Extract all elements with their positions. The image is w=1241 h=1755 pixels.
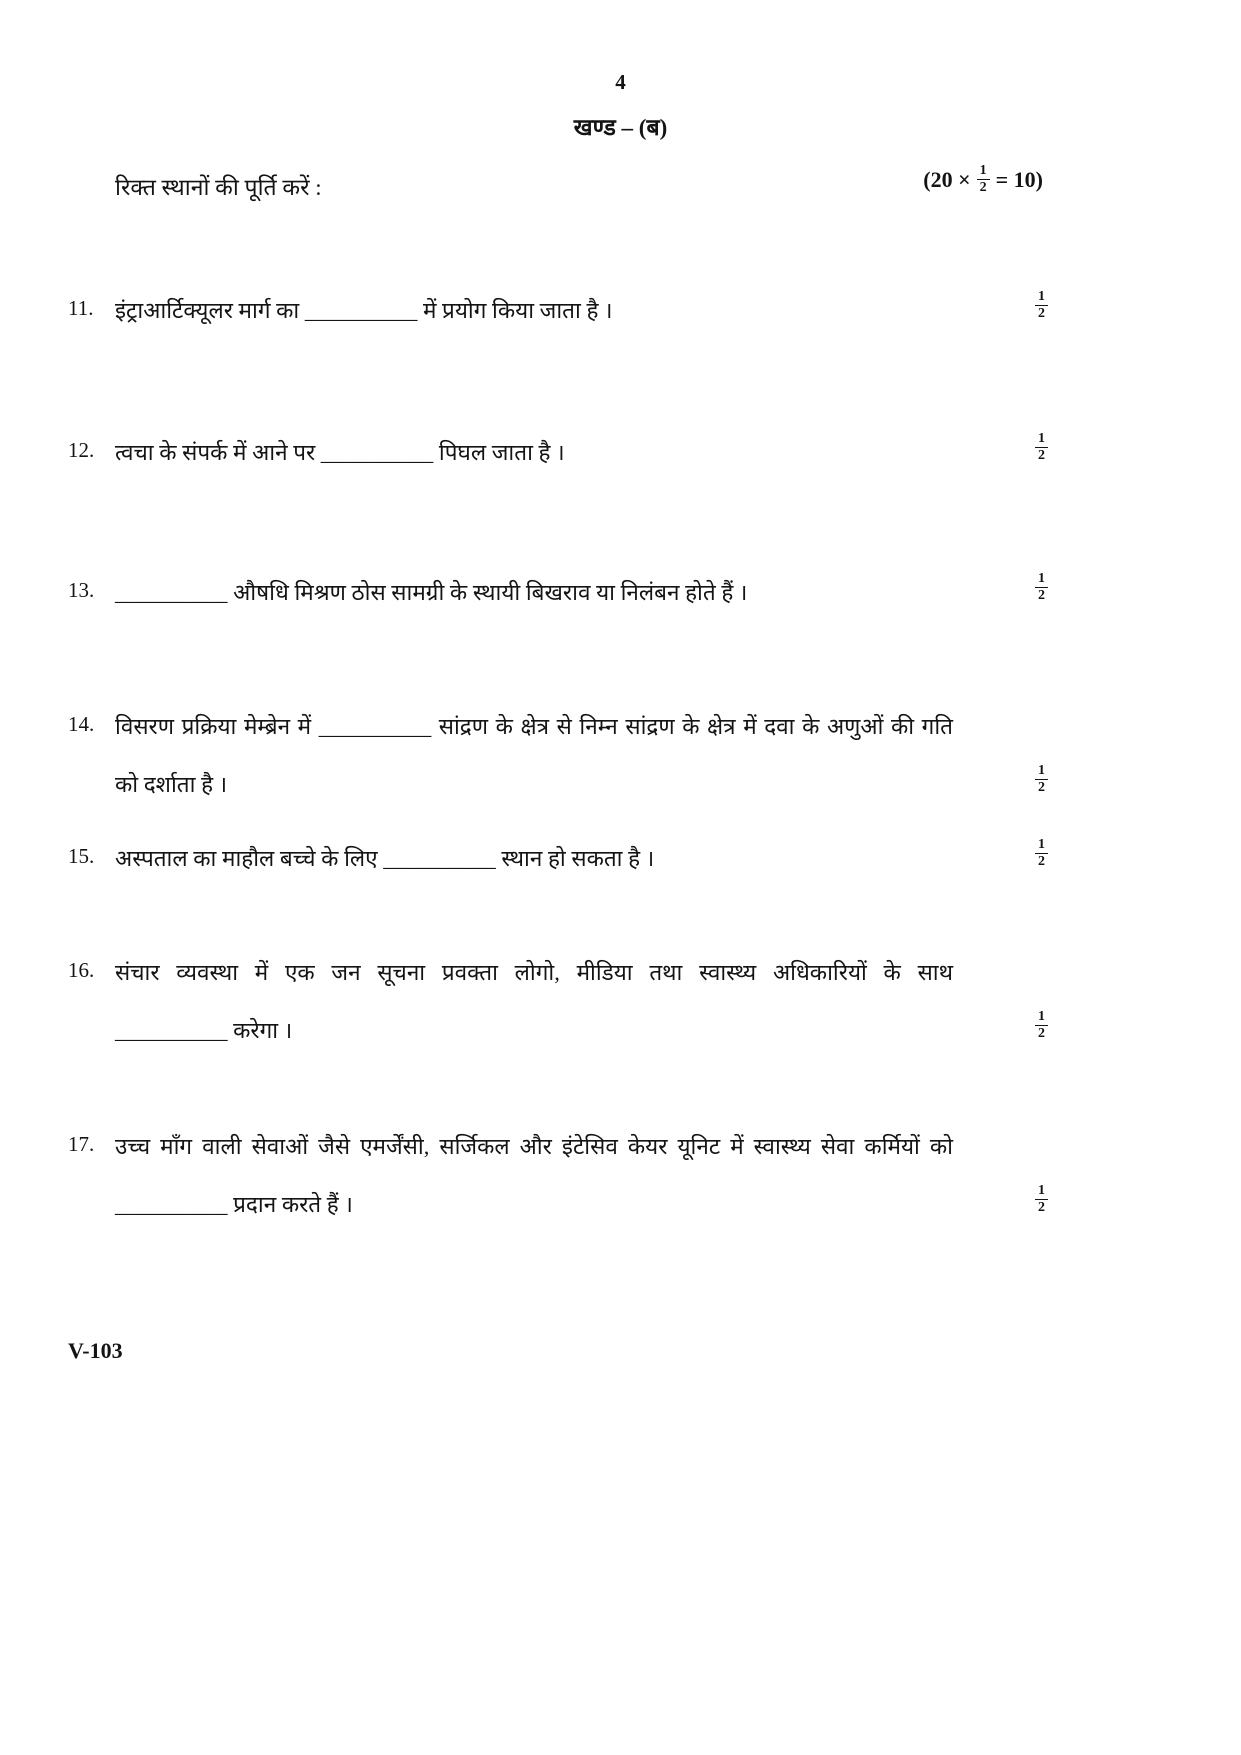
question-line: त्वचा के संपर्क में आने पर __________ पिघल जाता है । <box>115 440 565 465</box>
question-11 <box>68 289 1060 326</box>
question-13 <box>68 571 1060 608</box>
question-marks <box>1035 571 1048 604</box>
question-text <box>115 712 953 800</box>
question-text <box>115 844 953 874</box>
question-15 <box>68 837 1060 874</box>
question-line: उच्च माँग वाली सेवाओं जैसे एमर्जेंसी, सर्जिकल और इंटेसिव केयर यूनिट में स्वास्थ्य सेवा कर्मियों को <box>115 1134 953 1159</box>
question-14 <box>68 712 1060 800</box>
page-number: 4 <box>615 70 626 94</box>
fraction-denominator: 2 <box>1038 588 1045 604</box>
paper-code: V-103 <box>68 1338 123 1363</box>
fraction-numerator: 1 <box>977 163 990 180</box>
question-text <box>115 958 953 1046</box>
question-text <box>115 578 953 608</box>
question-number: 17. <box>68 1132 95 1156</box>
question-17 <box>68 1132 1060 1220</box>
marks-formula-suffix: = 10) <box>995 166 1043 192</box>
fraction-denominator: 2 <box>1038 448 1045 464</box>
question-line: __________ औषधि मिश्रण ठोस सामग्री के स्थायी बिखराव या निलंबन होते हैं । <box>115 580 748 605</box>
fraction-numerator: 1 <box>1035 1009 1048 1026</box>
question-16 <box>68 958 1060 1046</box>
fraction-denominator: 2 <box>1038 1026 1045 1042</box>
marks-formula-fraction <box>977 163 990 196</box>
fraction-numerator: 1 <box>1035 289 1048 306</box>
fraction-numerator: 1 <box>1035 571 1048 588</box>
fraction-denominator: 2 <box>1038 306 1045 322</box>
question-marks <box>1035 431 1048 464</box>
question-line: संचार व्यवस्था में एक जन सूचना प्रवक्ता लोगो, मीडिया तथा स्वास्थ्य अधिकारियों के साथ <box>115 960 953 985</box>
fraction-denominator: 2 <box>979 180 987 196</box>
question-number: 16. <box>68 958 95 982</box>
question-line: अस्पताल का माहौल बच्चे के लिए __________ स्थान हो सकता है । <box>115 846 655 871</box>
question-marks <box>1035 837 1048 870</box>
question-number: 13. <box>68 578 95 602</box>
question-line: इंट्राआर्टिक्यूलर मार्ग का __________ में प्रयोग किया जाता है । <box>115 298 613 323</box>
question-line: __________ करेगा । <box>115 1018 293 1043</box>
fraction-numerator: 1 <box>1035 763 1048 780</box>
fraction-numerator: 1 <box>1035 431 1048 448</box>
question-number: 15. <box>68 844 95 868</box>
question-number: 14. <box>68 712 95 736</box>
question-line: विसरण प्रक्रिया मेम्ब्रेन में __________ सांद्रण के क्षेत्र से निम्न सांद्रण के क्षेत्र में दवा के अणुओं की गति <box>115 714 953 739</box>
question-12 <box>68 431 1060 468</box>
question-text <box>115 438 953 468</box>
question-marks <box>1035 1009 1048 1042</box>
instruction-text: रिक्त स्थानों की पूर्ति करें : <box>115 175 322 200</box>
fraction-numerator: 1 <box>1035 1183 1048 1200</box>
marks-formula-prefix: (20 × <box>923 166 971 192</box>
total-marks-formula <box>923 163 1043 196</box>
fraction-denominator: 2 <box>1038 854 1045 870</box>
question-text <box>115 1132 953 1220</box>
fraction-numerator: 1 <box>1035 837 1048 854</box>
question-marks <box>1035 763 1048 796</box>
question-marks <box>1035 1183 1048 1216</box>
fraction-denominator: 2 <box>1038 780 1045 796</box>
question-number: 11. <box>68 296 94 320</box>
question-line: __________ प्रदान करते हैं । <box>115 1192 353 1217</box>
fraction-denominator: 2 <box>1038 1200 1045 1216</box>
question-marks <box>1035 289 1048 322</box>
question-number: 12. <box>68 438 95 462</box>
question-line: को दर्शाता है । <box>115 772 228 797</box>
question-text <box>115 296 953 326</box>
section-title: खण्ड – (ब) <box>573 115 668 140</box>
